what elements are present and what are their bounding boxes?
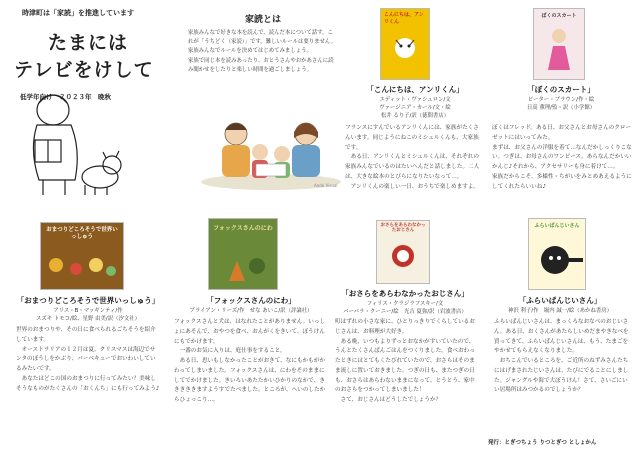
book-title: 「ふらいぱんじいさん」 — [518, 296, 602, 305]
illustration-credit: Ando Visual — [314, 183, 338, 188]
book-description-boku-no-skirt: ぼくはフレッド。ある日、お父さんとお母さんのクローゼットにはいってみた。 まずは、お父さんの洋服を着て…なんだかしっくりこない。つぎは、お母さんのワンピース。あらなんだかいいかんじ♪それから、アクセサリーも身に着けて…。 家族だからこそ、多様性・ちがいをみとめあえるようにしてくれたらいいね♪ — [492, 125, 632, 190]
book-cover-title: おまつりどころそうで世界いっしゅう — [46, 227, 118, 241]
uchidoku-heading: 家読とは — [244, 15, 281, 25]
book-cover-title: ふらいぱんじいさん — [534, 223, 580, 229]
family-reading-illustration — [196, 112, 346, 190]
book-title: 「こんにちは、アンリくん」 — [366, 85, 464, 94]
book-title-konnichiwa-anri — [350, 84, 480, 120]
book-title-fox-garden — [176, 295, 326, 315]
book-cover-title: ぼくのスカート — [541, 13, 577, 19]
book-cover-osara — [376, 220, 430, 284]
book-credits: ピーター・ブラウン/作・絵 日高 薫理/監・訳（小学館） — [526, 97, 596, 112]
book-description-furaipan-jiisan: ふらいぱんじいさんは、まっくろなおなべのおじいさん。ある日、おくさんがあたらしいめだまやきなべを買ってきて、ふらいぱんじいさんは、もう、たまごをやかせてもらえなくなりました。 おちこんでいるところを、ご近所のねずみさんたちにはげまされたじいさんは、たびにでることにしました。ジャングルや海で大ぼうけん！さて、さいごにいい居場所はみつかるのでしょうか？ — [494, 319, 629, 394]
book-credits: エディット・ヴァシュロン/文 ヴァージニア・カール/文・絵 松井 るり子/訳（徳間書店） — [379, 97, 451, 120]
book-credits: フィリス・クラジラフスキー/文 バーバラ・クーニー/絵 光吉 夏弥/訳（岩波書店） — [343, 301, 467, 316]
book-description-omatsuri: 世界のおまつりや、その日に食べられるごちそうを紹介しています。 オーストラリアの１２月は夏。クリスマスは海辺でサンタのぼうしをかぶり、バーベキューでおいわいしているみたいです。 あなたはどこの国のおまつりに行ってみたい？美味しそうなものがたくさんの「おくんち」にも行ってみよう♪ — [16, 327, 160, 392]
book-cover-title: おさらをあらわなかったおじさん — [380, 223, 426, 234]
book-title-furaipan-jiisan — [490, 295, 630, 315]
book-credits: 神沢 利子/作 堀内 誠一/絵（あかね書房） — [507, 308, 613, 314]
book-title: 「おまつりどころそうで世界いっしゅう」 — [16, 296, 160, 305]
book-cover-fox-garden — [208, 218, 278, 290]
newsletter-title-line1: たまには — [48, 32, 129, 54]
book-title: 「フォックスさんのにわ」 — [206, 296, 296, 305]
issue-info: 低学年向け ２０２３年 晩秋 — [20, 93, 111, 101]
header — [10, 8, 185, 101]
book-cover-title: こんにちは、アンリくん — [384, 12, 424, 25]
promotion-line: 時津町は「家読」を推進しています — [22, 9, 134, 17]
book-cover-konnichiwa-anri — [380, 8, 430, 80]
book-cover-furaipan-jiisan — [528, 218, 586, 290]
uchidoku-description: 家族みんなで好きな本を読んで、読んだ本について話す。これが「うちどく（家読）」です。難しいルールは要りません。 家族みんなでルールを決めてはじめてみましょう。 家族で同じ本を読みあったり、おとうさんやおかあさんに読み聞かせをしたりと楽しい時間を過ごしましょう。 — [188, 30, 337, 73]
book-cover-boku-no-skirt — [533, 8, 585, 80]
book-description-konnichiwa-anri: フランスにすんでいるアンリくんには、家族がたくさんいます。同じようにねこのミシェルくんも、大家族です。 ある日、アンリくんとミシェルくんは、それぞれの家族みんなでいるのはたいへんだと話しました。二人は、大きな絵本のとびらになりたいなって…。 アンリくんの楽しい一日、おうちで楽しめますよ。 — [345, 125, 480, 190]
book-credits: ブライアン・リーズ/作 せな あいこ/訳（評論社） — [189, 308, 313, 314]
book-credits: アリス・B・マッギンティ/作 スズキ トモコ/絵、星野 由美/訳（汐文社） — [35, 308, 141, 323]
book-description-fox-garden: フォックスさんと犬は、はなれたことがありません。いっしょにあそんで、おやつを食べ、おんがくをきいて、ぼうけんにもでかけます。 一番のお気に入りは、庭仕事をすること。 ある日、思いもしなかったことがおきて、なにもかもがかわってしまいました。フォックスさんは、にわをそのままにしてでかけました。きいろいあたたかいひかりのなかで、きききききますようすでたべました。ところが、へいのしたからひょっこり…。 — [174, 319, 326, 404]
uchidoku-section — [188, 12, 338, 102]
newsletter-title-line2: テレビをけして — [14, 59, 154, 81]
book-title: 「おさらをあらわなかったおじさん」 — [341, 289, 469, 298]
book-title-boku-no-skirt — [496, 84, 626, 112]
book-title: 「ぼくのスカート」 — [527, 85, 595, 94]
issuer-footer: 発行：とぎつちょう りつとぎつ としょかん — [488, 440, 597, 446]
book-cover-omatsuri — [40, 222, 124, 290]
book-cover-title: フォックスさんのにわ — [213, 225, 273, 232]
reading-boy-illustration — [15, 85, 130, 200]
book-description-osara: 町はずれの小さな家に、ひとりっきりでくらしているおじさんは、お料理が大好き。 ある晩、いつもよりずっとおなかがすいていたので、うんとたくさんばんごはんをつくりました。食べおわったときにはとてもくたびれていたので、おさらはそのまま流しに置いておきました。つぎの日も、またつぎの日も、おさらはあらわないままになって、とうとう、家中のおさらをつかってしまいました！ さて、おじさんはどうしたでしょうか？ — [335, 319, 475, 404]
book-title-osara — [330, 288, 480, 316]
book-title-omatsuri — [8, 295, 168, 323]
